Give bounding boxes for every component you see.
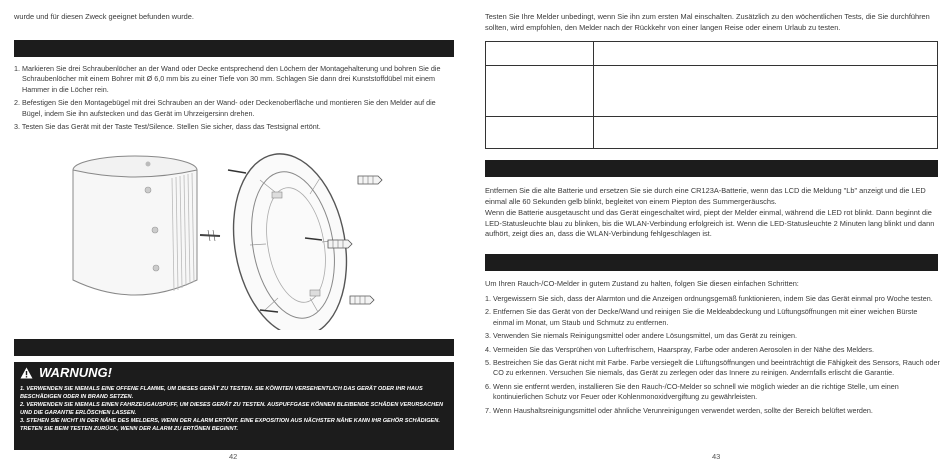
maintenance-step: 5. Bestreichen Sie das Gerät nicht mit Farbe. Farbe versiegelt die Lüftungsöffnungen und beeinträchtigt die Fähigkeit des Sensors, Rauch oder CO zu erkennen. Versuchen Sie niemals, das Gerät zu zerlegen oder das Innere zu reinigen. Andernfalls erlischt die Garantie. bbox=[485, 358, 940, 378]
maintenance-intro: Um Ihren Rauch-/CO-Melder in gutem Zustand zu halten, folgen Sie diesen einfachen Schritten: bbox=[485, 279, 799, 288]
table-cell bbox=[486, 117, 594, 149]
page-number: 43 bbox=[712, 452, 721, 461]
warning-item: 2. VERWENDEN SIE NIEMALS EINEN FAHRZEUGAUSPUFF, UM DIESES GERÄT ZU TESTEN. AUSPUFFGASE KÖNNEN BLEIBENDE SCHÄDEN VERURSACHEN UND DIE GARANTIE ERLÖSCHEN LASSEN. bbox=[20, 402, 443, 416]
section-heading-bar bbox=[485, 254, 938, 271]
installation-step: 1. Markieren Sie drei Schraubenlöcher an der Wand oder Decke entsprechend den Löchern der Montagehalterung und bohren Sie die Schraubenlöcher mit einem Bohrer mit Ø 6,0 mm bis zu einer Tiefe von 30 mm. Schlagen Sie dann drei Kunststoffdübel mit einem Hammer in die Löcher rein. bbox=[14, 64, 441, 94]
table-cell bbox=[594, 117, 938, 149]
table-row bbox=[486, 66, 938, 117]
section-heading-bar bbox=[14, 339, 454, 356]
warning-item: 1. VERWENDEN SIE NIEMALS EINE OFFENE FLAMME, UM DIESES GERÄT ZU TESTEN. SIE KÖNNTEN VERSEHENTLICH DAS GERÄT ODER IHR HAUS BESCHÄDIGEN ODER IN BRAND SETZEN. bbox=[20, 386, 423, 400]
test-intro-text: Testen Sie Ihre Melder unbedingt, wenn Sie ihn zum ersten Mal einschalten. Zusätzlich zu den wöchentlichen Tests, die Sie durchführen sollten, wird empfohlen, den Melder nach der Rückkehr von einer langen Reise oder einem Urlaub zu testen. bbox=[485, 12, 930, 32]
battery-text: Entfernen Sie die alte Batterie und ersetzen Sie sie durch eine CR123A-Batterie, wenn das LCD die Meldung "Lb" anzeigt und die LED einmal alle 60 Sekunden gelb blinkt, begleitet von einem Piepton des Summergeräuschs. bbox=[485, 186, 926, 206]
table-cell bbox=[486, 42, 594, 66]
installation-step: 3. Testen Sie das Gerät mit der Taste Test/Silence. Stellen Sie sicher, dass das Testsignal ertönt. bbox=[14, 122, 321, 132]
section-heading-bar bbox=[14, 40, 454, 57]
warning-item: 3. STEHEN SIE NICHT IN DER NÄHE DES MELDERS, WENN DER ALARM ERTÖNT. EINE EXPOSITION AUS NÄCHSTER NÄHE KANN IHR GEHÖR SCHÄDIGEN. TRETEN SIE BEIM TESTEN ZURÜCK, WENN DER ALARM ZU ERTÖNEN BEGINNT. bbox=[20, 418, 440, 432]
warning-title: WARNUNG! bbox=[39, 365, 112, 380]
table-cell bbox=[594, 42, 938, 66]
warning-heading bbox=[20, 365, 112, 380]
maintenance-step: 2. Entfernen Sie das Gerät von der Decke/Wand und reinigen Sie die Meldeabdeckung und Lüftungsöffnungen mit einer weichen Bürste einmal im Monat, um Staub und Schmutz zu entfernen. bbox=[485, 307, 918, 327]
led-status-table bbox=[485, 41, 938, 149]
installation-illustration bbox=[60, 140, 410, 330]
table-row bbox=[486, 42, 938, 66]
table-cell bbox=[594, 66, 938, 117]
section-heading-bar bbox=[485, 160, 938, 177]
page-number: 42 bbox=[229, 452, 238, 461]
warning-box bbox=[14, 362, 454, 450]
installation-step: 2. Befestigen Sie den Montagebügel mit drei Schrauben an der Wand- oder Deckenoberfläche und montieren Sie den Melder auf die Bügel, indem Sie ihn aufstecken und das Gerät im Uhrzeigersinn drehen. bbox=[14, 98, 436, 118]
maintenance-steps bbox=[485, 294, 940, 419]
table-cell bbox=[486, 66, 594, 117]
maintenance-step: 6. Wenn sie entfernt werden, installieren Sie den Rauch-/CO-Melder so schnell wie möglich wieder an die richtige Stelle, um einen kontinuierlichen Schutz vor Feuer oder Kohlenmonoxidvergiftung zu gewährleisten. bbox=[485, 381, 899, 402]
table-row bbox=[486, 117, 938, 149]
warning-list bbox=[20, 386, 448, 435]
maintenance-step: 1. Vergewissern Sie sich, dass der Alarmton und die Anzeigen ordnungsgemäß funktionieren, indem Sie das Gerät einmal pro Woche testen. bbox=[485, 294, 933, 303]
maintenance-step: 7. Wenn Haushaltsreinigungsmittel oder ähnliche Verunreinigungen verwendet werden, sollte der Bereich belüftet werden. bbox=[485, 405, 873, 415]
installation-steps bbox=[14, 64, 454, 135]
left-page bbox=[0, 0, 470, 467]
battery-led-text: Wenn die Batterie ausgetauscht und das Gerät eingeschaltet wird, piept der Melder einmal, während die LED rot blinkt. Dann beginnt die LED-Statusleuchte blau zu blinken, bis die WLAN-Verbindung erfolgreich ist. Wenn die LED-Statusleuchte 2 Minuten lang blinkt und dann aufhört, zeigt dies an, dass die WLAN-Verbindung fehlgeschlagen ist. bbox=[485, 208, 935, 239]
maintenance-step: 3. Verwenden Sie niemals Reinigungsmittel oder andere Lösungsmittel, um das Gerät zu reinigen. bbox=[485, 331, 798, 341]
warning-triangle-icon bbox=[20, 367, 33, 379]
intro-line: wurde und für diesen Zweck geeignet befunden wurde. bbox=[14, 12, 194, 21]
maintenance-step: 4. Vermeiden Sie das Versprühen von Lufterfrischern, Haarspray, Farbe oder anderen Aerosolen in der Nähe des Melders. bbox=[485, 344, 875, 354]
detector-illustration bbox=[73, 156, 220, 295]
